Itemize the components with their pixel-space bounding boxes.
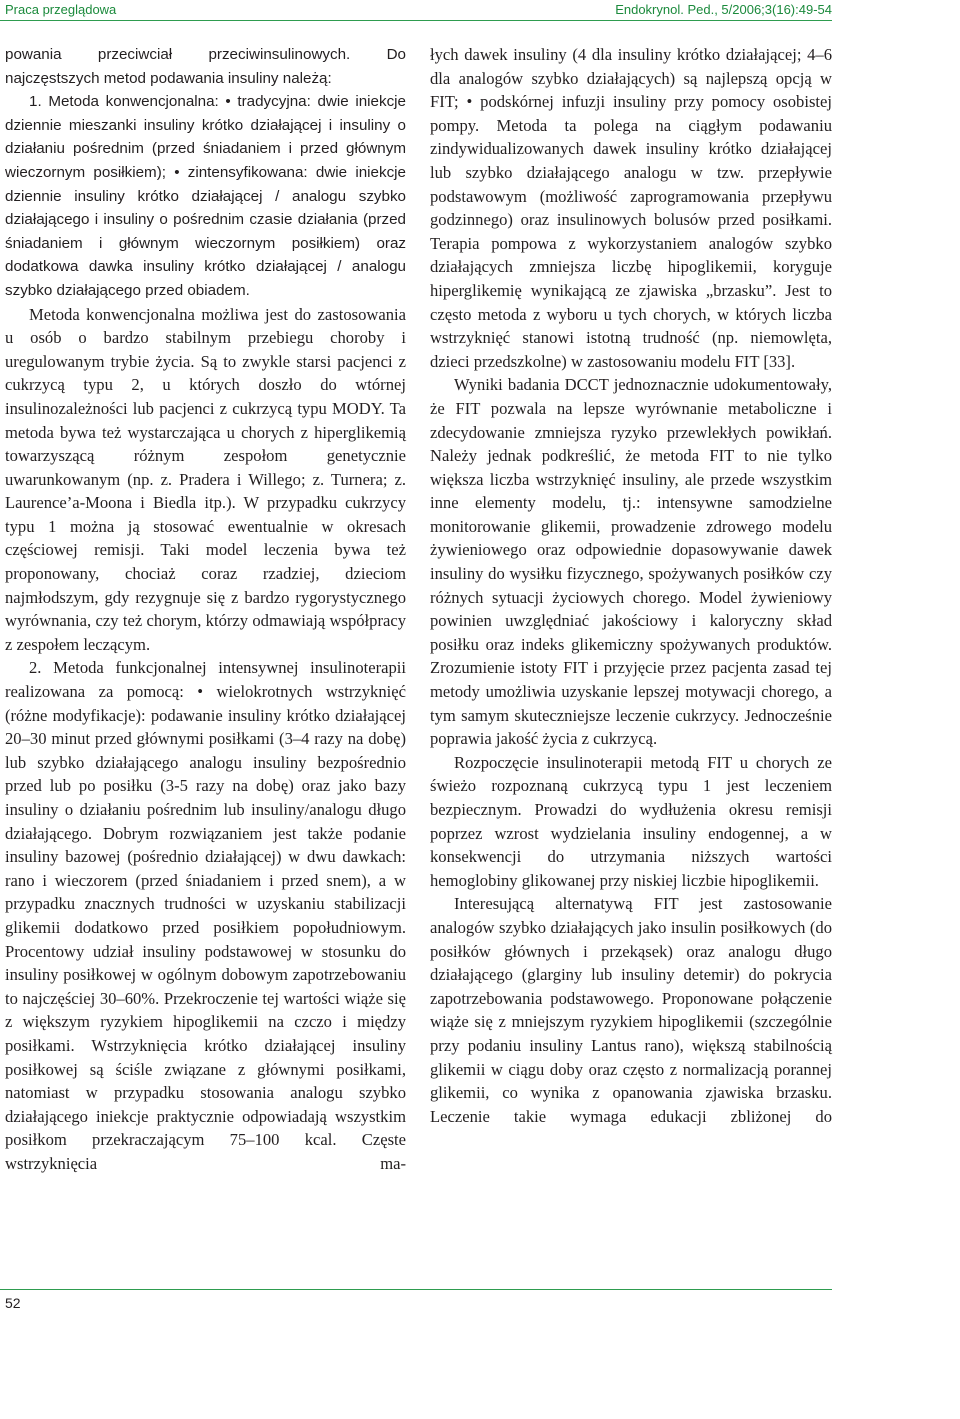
paragraph: powania przeciwciał przeciwinsulinowych. Do najczęstszych metod podawania insuliny należą:	[5, 46, 406, 87]
header-divider	[0, 20, 832, 21]
journal-citation: Endokrynol. Ped., 5/2006;3(16):49-54	[615, 2, 832, 17]
right-text-column	[430, 43, 832, 1128]
page-number: 52	[5, 1295, 21, 1311]
paragraph: Rozpoczęcie insulinoterapii metodą FIT u chorych ze świeżo rozpoznaną cukrzycą typu 1 jest leczeniem bezpiecznym. Prowadzi do wydłużenia okresu remisji poprzez wzrost wydzielania insuliny endogennej, a w konsekwencji do utrzymania niższych wartości hemoglobiny glikowanej przy niskiej liczbie hipoglikemii.	[430, 752, 832, 890]
paragraph: Interesującą alternatywą FIT jest zastosowanie analogów szybko działających jako insulin posiłkowych (do posiłków głównych i przekąsek) oraz analogu długo działającego (glarginy lub insuliny detemir) do pokrycia zapotrzebowania podstawowego. Proponowane połączenie wiąże się z mniejszym ryzykiem hipoglikemii (szczególnie przy podaniu insuliny Lantus rano), większą stabilnością glikemii w ciągu doby oraz często z normalizacją porannej glikemii, co wynika z opanowania zjawiska brzasku. Leczenie takie wymaga edukacji zbliżonej do	[430, 894, 832, 1126]
footer-divider	[0, 1289, 832, 1290]
paragraph: 2. Metoda funkcjonalnej intensywnej insulinoterapii realizowana za pomocą: • wielokrotnych wstrzyknięć (różne modyfikacje): podawanie insuliny krótko działającej 20–30 minut przed głównymi posiłkami (3–4 razy na dobę) lub szybko działającego analogu insuliny bezpośrednio przed lub po posiłku (3-5 razy na dobę) oraz jako bazy insuliny o działaniu pośrednim lub insuliny/analogu długo działającego. Dobrym rozwiązaniem jest także podanie insuliny bazowej (pośrednio działającej) w dwu dawkach: rano i wieczorem (przed śniadaniem i przed snem), a w przypadku znacznych trudności w uzyskaniu stabilizacji glikemii dodatkowo przed posiłkiem popołudniowym. Procentowy udział insuliny podstawowej w stosunku do insuliny posiłkowej w ogólnym dobowym zapotrzebowaniu to najczęściej 30–60%. Przekroczenie tej wartości wiąże się z większym ryzykiem hipoglikemii na czczo i między posiłkami. Wstrzyknięcia krótko działającej insuliny posiłkowej są ściśle związane z głównymi posiłkami, natomiast w przypadku stosowania analogu szybko działającego iniekcje praktycznie odpowiadają wszystkim posiłkom przekraczającym 75–100 kcal. Częste wstrzyknięcia ma-	[5, 658, 406, 1173]
left-text-column	[5, 43, 406, 1176]
paragraph: Wyniki badania DCCT jednoznacznie udokumentowały, że FIT pozwala na lepsze wyrównanie metaboliczne i zdecydowanie zmniejsza ryzyko przewlekłych powikłań. Należy jednak podkreślić, że metoda FIT to nie tylko większa liczba wstrzyknięć insuliny, ale przede wszystkim inne elementy modelu, tj.: intensywne samodzielne monitorowanie glikemii, prowadzenie zdrowego modelu żywieniowego oraz odpowiednie dopasowywanie dawek insuliny do wysiłku fizycznego, spożywanych posiłków czy różnych sytuacji życiowych chorego. Model żywieniowy powinien uwzględniać jakościowy i kaloryczny skład posiłku oraz indeks glikemiczny spożywanych produktów. Zrozumienie istoty FIT i przyjęcie przez pacjenta zasad tej metody umożliwia uzyskanie lepszej motywacji chorego, a tym samym skuteczniejsze leczenie cukrzycy. Jednocześnie poprawia jakość życia z cukrzycą.	[430, 375, 832, 749]
paragraph: 1. Metoda konwencjonalna: • tradycyjna: dwie iniekcje dziennie mieszanki insuliny krótko działającej i insuliny o działaniu pośrednim (przed śniadaniem i przed głównym wieczornym posiłkiem); • zintensyfikowana: dwie iniekcje dziennie insuliny krótko działającej / analogu szybko działającego i insuliny o pośrednim czasie działania (przed śniadaniem i głównym wieczornym posiłkiem) oraz dodatkowa dawka insuliny krótko działającej / analogu szybko działającego przed obiadem.	[5, 93, 406, 299]
paragraph: Metoda konwencjonalna możliwa jest do zastosowania u osób o bardzo stabilnym przebiegu choroby i uregulowanym trybie życia. Są to zwykle starsi pacjenci z cukrzycą typu 2, u których doszło do wtórnej insulinozależności lub pacjenci z cukrzycą typu MODY. Ta metoda bywa też wystarczająca u chorych z hiperglikemią towarzyszącą różnym zespołom genetycznie uwarunkowanym (np. z. Pradera i Willego; z. Turnera; z. Laurence’a-Moona i Biedla itp.). W przypadku cukrzycy typu 1 można ją stosować ewentualnie w okresach częściowej remisji. Taki model leczenia bywa też proponowany, chociaż coraz rzadziej, dzieciom najmłodszym, gdy rezygnuje się z bardzo rygorystycznego wyrównania, czy też chorym, którzy odmawiają współpracy z zespołem leczącym.	[5, 304, 406, 654]
section-label: Praca przeglądowa	[5, 2, 117, 17]
paragraph: łych dawek insuliny (4 dla insuliny krótko działającej; 4–6 dla analogów szybko działających) są najlepszą opcją w FIT; • podskórnej infuzji insuliny przy pomocy osobistej pompy. Metoda ta polega na ciągłym podawaniu zindywidualizowanych dawek insuliny krótko działającej lub szybko działającego analogu w tzw. przepływie podstawowym (możliwość zaprogramowania przepływu godzinnego) oraz insulinowych bolusów przed posiłkami. Terapia pompowa z wykorzystaniem analogów szybko działających zmniejsza liczbę hipoglikemii, koryguje hiperglikemię wynikającą ze zjawiska „brzasku”. Jest to często metoda z wyboru u tych chorych, w których liczba wstrzyknięć stanowi istotną trudność (np. niemowlęta, dzieci przedszkolne) w zastosowaniu modelu FIT [33].	[430, 45, 832, 371]
